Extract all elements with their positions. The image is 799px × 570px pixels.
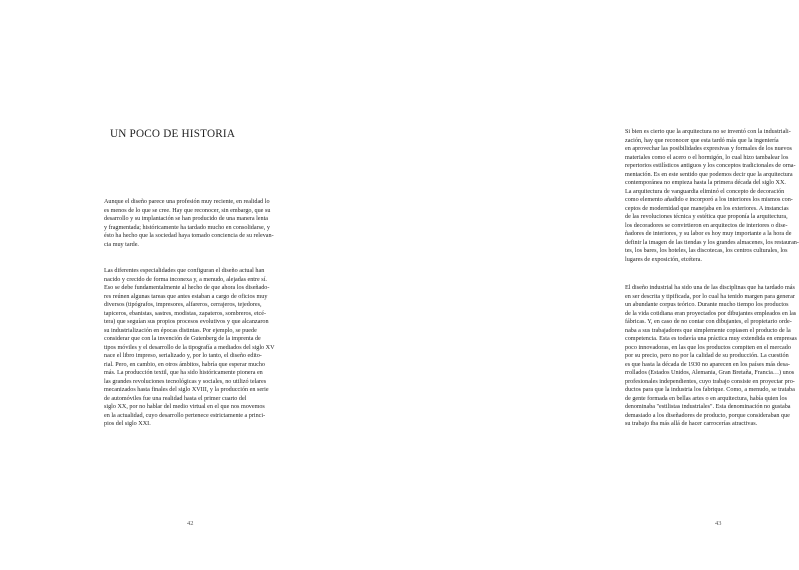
text-line: contemporánea no empieza hasta la primera década del siglo XX. (625, 180, 786, 186)
text-line: siglo XX, por no hablar del medio virtual en el que nos movemos (104, 404, 265, 410)
text-line: tapiceros, ebanistas, sastres, modistas, zapateros, sombreros, etcé- (104, 310, 266, 317)
text-line: diversos (tipógrafos, impresores, alfareros, cerrajeros, tejedores, (104, 302, 262, 308)
text-line: desarrollo y su implantación se han producido de una manera lenta (104, 216, 269, 222)
text-line: lugares de exposición, etcétera. (625, 256, 702, 263)
text-line: nacido y crecido de forma inconexa y, a menudo, alejadas entre sí. (104, 276, 267, 283)
text-line: materiales como el acero o el hormigón, lo cual hizo tambalear los (625, 154, 789, 161)
text-line: en aprovechar las posibilidades expresivas y formales de los nuevos (625, 146, 792, 152)
text-line: Aunque el diseño parece una profesión muy reciente, en realidad lo (104, 199, 270, 205)
text-line: considerar que con la invención de Gutenberg de la imprenta de (104, 336, 261, 342)
text-line: un abundante corpus teórico. Durante mucho tiempo los productos (625, 302, 789, 308)
text-line: ceptos de modernidad que manejaba en los exteriores. A instancias (625, 205, 789, 212)
text-line: su trabajo iba más allá de hacer carrocerías atractivas. (625, 421, 758, 427)
text-line: naba a sus trabajadores que simplemente copiasen el producto de la (625, 327, 791, 334)
text-line: de las revoluciones técnica y estética que proponía la arquitectura, (625, 214, 788, 220)
text-line: competencia. Esta es todavía una práctica muy extendida en empresas (625, 336, 797, 342)
text-line: Las diferentes especialidades que configuran el diseño actual han (104, 268, 265, 274)
text-line: en ser descrita y tipificada, por lo cual ha tenido margen para generar (625, 293, 795, 300)
right-paragraph-2 (625, 284, 797, 429)
text-line: los decoradores se convirtieron en arquitectos de interiores o dise- (625, 222, 788, 229)
text-line: es menos de lo que se cree. Hay que reconocer, sin embargo, que su (104, 207, 271, 214)
text-line: más. La producción textil, que ha sido históricamente pionera en (104, 370, 263, 376)
text-line: res reúnen algunas tareas que antes estaban a cargo de oficios muy (104, 293, 268, 300)
text-line: por su precio, pero no por la calidad de su producción. La cuestión (625, 353, 789, 359)
text-line: Eso se debe fundamentalmente al hecho de que ahora los diseñado- (104, 285, 270, 291)
page-number-left: 42 (187, 520, 194, 527)
text-line: tipos móviles y el desarrollo de la tipografía a mediados del siglo XV (104, 344, 275, 351)
page-number-right: 43 (715, 520, 722, 527)
left-paragraph-1 (104, 198, 274, 249)
text-line: rrollados (Estados Unidos, Alemania, Gran Bretaña, Francia…) unos (625, 370, 795, 376)
text-line: mecanizados hasta finales del siglo XVIII, y la producción en serie (104, 387, 269, 393)
text-line: ñadores de interiores, y su labor es hoy muy importante a la hora de (625, 231, 792, 237)
text-line: denominaba "estilistas industriales". Esta denominación no gustaba (625, 404, 791, 410)
text-line: ésto ha hecho que la sociedad haya tomado conciencia de su relevan- (104, 233, 274, 239)
right-page (285, 0, 799, 570)
text-line: Si bien es cierto que la arquitectura no se inventó con la industriali- (625, 129, 791, 135)
text-line: La arquitectura de vanguardia eliminó el concepto de decoración (625, 188, 785, 195)
text-line: ductos para que la industria los fabrique. Como, a menudo, se trataba (625, 387, 795, 393)
text-line: mentación. Es en este sentido que podemos decir que la arquitectura (625, 171, 793, 178)
text-line: es que hasta la década de 1930 no aparecen en los países más desa- (625, 361, 790, 368)
text-line: y fragmentada; históricamente ha tardado mucho en consolidarse, y (104, 224, 270, 231)
text-line: profesionales independientes, cuyo trabajo consiste en proyectar pro- (625, 378, 795, 385)
chapter-title: UN POCO DE HISTORIA (110, 128, 236, 140)
text-line: definir la imagen de las tiendas y los grandes almacenes, los restauran- (625, 239, 799, 246)
text-line: repertorios estilísticos antiguos y los conceptos tradicionales de orna- (625, 163, 796, 169)
text-line: nace el libro impreso, serializado y, por lo tanto, el diseño edito- (104, 353, 262, 359)
text-line: tera) que seguían sus propios procesos evolutivos y que alcanzaron (104, 319, 269, 325)
text-line: demasiado a los diseñadores de producto, porque consideraban que (625, 412, 790, 419)
text-line: de la vida cotidiana eran proyectados por dibujantes empleados en las (625, 310, 797, 317)
text-line: fábricas. Y, en caso de no contar con dibujantes, el propietario orde- (625, 319, 792, 325)
text-line: poco innovadoras, en las que los productos compiten en el mercado (625, 344, 791, 351)
text-line: zación, hay que reconocer que esta tardó más que la ingeniería (625, 137, 779, 144)
text-line: su industrialización en épocas distintas. Por ejemplo, se puede (104, 327, 257, 334)
text-line: de gente formada en bellas artes o en arquitectura, había quien los (625, 395, 787, 402)
text-line: como elemento añadido e incorporó a los interiores los mismos con- (625, 197, 793, 203)
text-line: El diseño industrial ha sido una de las disciplinas que ha tardado más (625, 285, 795, 291)
left-page (0, 0, 285, 570)
text-line: pios del siglo XXI. (104, 421, 151, 427)
text-line: cia muy tarde. (104, 241, 139, 248)
text-line: rial. Pero, en cambio, en otros ámbitos, habría que esperar mucho (104, 361, 265, 368)
text-line: tes, los bares, los hoteles, las discotecas, los centros culturales, los (625, 248, 788, 254)
left-paragraph-2 (104, 267, 275, 429)
text-line: en la actualidad, cuyo desarrollo pertenece estrictamente a princi- (104, 412, 266, 419)
right-paragraph-1 (625, 128, 799, 264)
text-line: de automóviles fue una realidad hasta el primer cuarto del (104, 395, 247, 402)
text-line: las grandes revoluciones tecnológicas y sociales, no utilizó telares (104, 378, 267, 385)
